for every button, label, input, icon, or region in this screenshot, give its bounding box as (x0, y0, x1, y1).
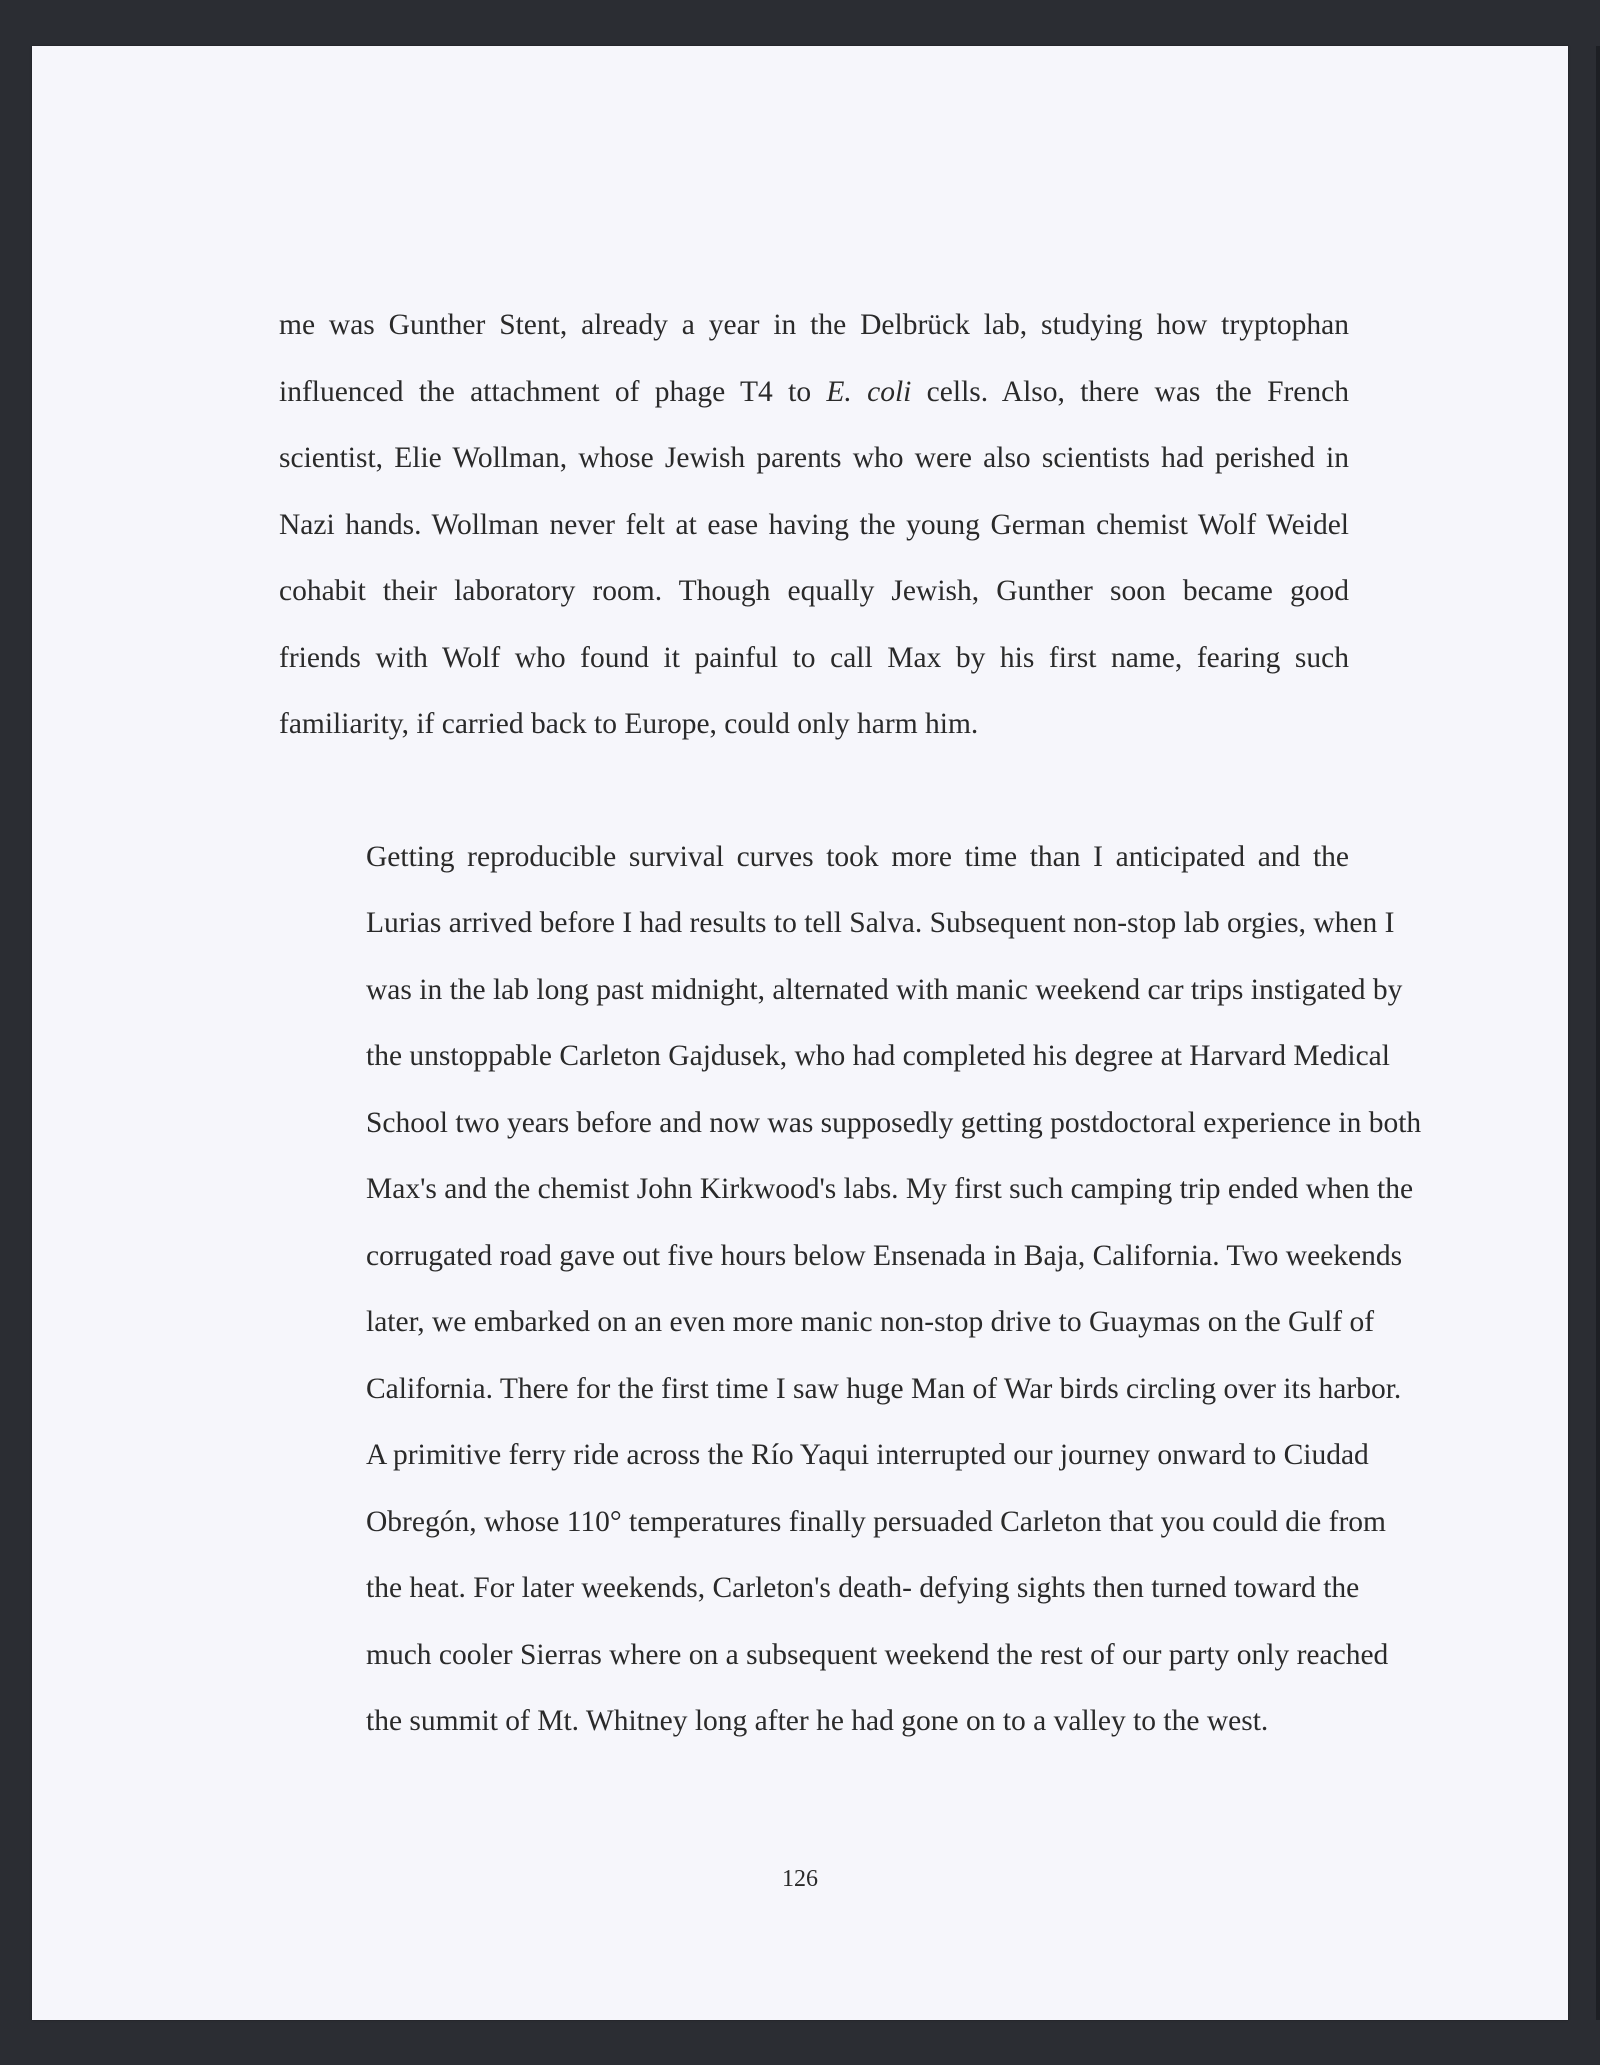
text-line: the unstoppable Carleton Gajdusek, who had completed his degree at Harvard Medical (366, 1040, 1390, 1072)
page-number: 126 (782, 1866, 818, 1892)
text-line: later, we embarked on an even more manic non-stop drive to Guaymas on the Gulf of (366, 1306, 1375, 1338)
text-line: Getting reproducible survival curves took more time than I anticipated and the (366, 840, 1349, 873)
text-line: Lurias arrived before I had results to tell Salva. Subsequent non-stop lab orgies, when I (366, 907, 1395, 939)
text-line: the heat. For later weekends, Carleton's death- defying sights then turned toward the (366, 1572, 1360, 1604)
paragraph-1 (279, 292, 1349, 758)
text-line: Nazi hands. Wollman never felt at ease having the young German chemist Wolf Weidel (279, 508, 1349, 541)
text-line: corrugated road gave out five hours below Ensenada in Baja, California. Two weekends (366, 1239, 1403, 1272)
text-line: cohabit their laboratory room. Though equally Jewish, Gunther soon became good (279, 575, 1349, 607)
text-line: Max's and the chemist John Kirkwood's labs. My first such camping trip ended when the (366, 1173, 1414, 1205)
text-line: friends with Wolf who found it painful to call Max by his first name, fearing such (279, 641, 1349, 674)
scanner-edge (1596, 46, 1600, 2020)
text-line: familiarity, if carried back to Europe, could only harm him. (279, 708, 979, 740)
text-line: Obregón, whose 110° temperatures finally persuaded Carleton that you could die from (366, 1505, 1386, 1538)
text-line: School two years before and now was supposedly getting postdoctoral experience in both (366, 1106, 1422, 1139)
paragraph-2 (279, 824, 1422, 1755)
text-line: the summit of Mt. Whitney long after he had gone on to a valley to the west. (366, 1705, 1269, 1737)
text-line: was in the lab long past midnight, alternated with manic weekend car trips instigated by (366, 973, 1403, 1006)
text-line: California. There for the first time I saw huge Man of War birds circling over its harbor. (366, 1372, 1402, 1405)
text-line: scientist, Elie Wollman, whose Jewish parents who were also scientists had perished in (279, 442, 1349, 474)
species-name: E. coli (826, 375, 912, 408)
text-line: A primitive ferry ride across the Río Yaqui interrupted our journey onward to Ciudad (366, 1439, 1369, 1471)
text-line: much cooler Sierras where on a subsequent weekend the rest of our party only reached (366, 1638, 1389, 1671)
text-line: me was Gunther Stent, already a year in the Delbrück lab, studying how tryptophan (279, 309, 1349, 341)
body-text (279, 292, 1422, 1755)
text-line: influenced the attachment of phage T4 to E. coli cells. Also, there was the French (279, 375, 1349, 408)
paper-sheet (32, 46, 1568, 2020)
